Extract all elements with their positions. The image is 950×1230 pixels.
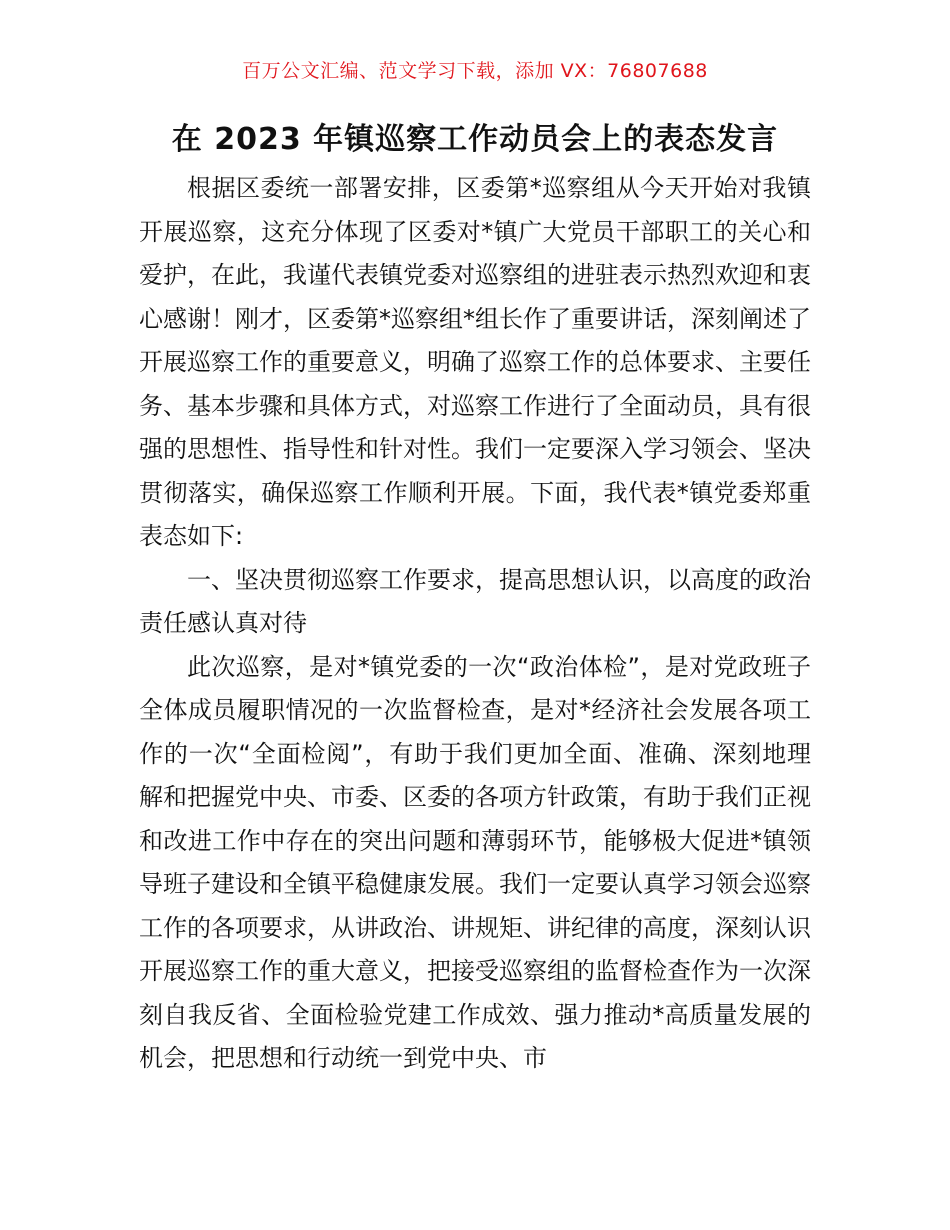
document-body: [139, 167, 811, 1081]
paragraph-section-1: 此次巡察，是对*镇党委的一次“政治体检”，是对党政班子全体成员履职情况的一次监督检查，是对*经济社会发展各项工作的一次“全面检阅”，有助于我们更加全面、准确、深刻地理解和把握党中央、市委、区委的各项方针政策，有助于我们正视和改进工作中存在的突出问题和薄弱环节，能够极大促进*镇领导班子建设和全镇平稳健康发展。我们一定要认真学习领会巡察工作的各项要求，从讲政治、讲规矩、讲纪律的高度，深刻认识开展巡察工作的重大意义，把接受巡察组的监督检查作为一次深刻自我反省、全面检验党建工作成效、强力推动*高质量发展的机会，把思想和行动统一到党中央、市: [139, 652, 811, 1072]
header-banner: 百万公文汇编、范文学习下载，添加 VX：76807688: [242, 60, 708, 82]
paragraph-intro: 根据区委统一部署安排，区委第*巡察组从今天开始对我镇开展巡察，这充分体现了区委对*镇广大党员干部职工的关心和爱护，在此，我谨代表镇党委对巡察组的进驻表示热烈欢迎和衷心感谢！刚才，区委第*巡察组*组长作了重要讲话，深刻阐述了开展巡察工作的重要意义，明确了巡察工作的总体要求、主要任务、基本步骤和具体方式，对巡察工作进行了全面动员，具有很强的思想性、指导性和针对性。我们一定要深入学习领会、坚决贯彻落实，确保巡察工作顺利开展。下面，我代表*镇党委郑重表态如下:: [139, 174, 811, 550]
document-title: 在 2023 年镇巡察工作动员会上的表态发言: [171, 122, 779, 157]
section-heading-1: 一、坚决贯彻巡察工作要求，提高思想认识，以高度的政治责任感认真对待: [139, 565, 811, 637]
